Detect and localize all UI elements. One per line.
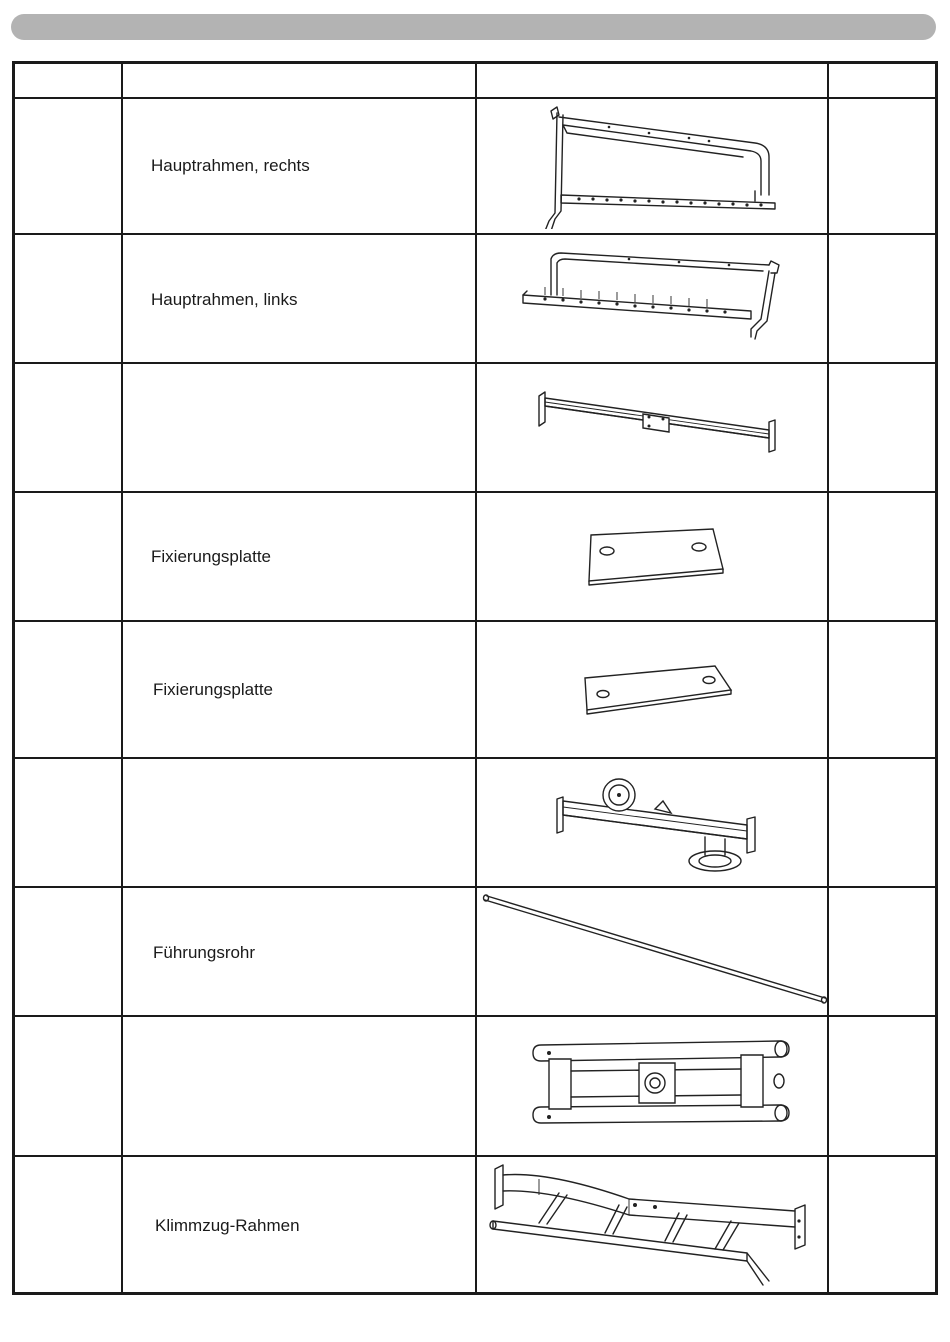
guide-tube-drawing: [479, 892, 827, 1012]
slide-carriage-drawing: [479, 1037, 827, 1137]
part-name: Fixierungsplatte: [153, 680, 274, 699]
pull-up-frame-drawing: [479, 1161, 827, 1289]
table-row: [15, 759, 935, 886]
pulley-bar-drawing: [479, 771, 827, 879]
left-main-frame-drawing: [479, 251, 827, 359]
part-name: Führungsrohr: [153, 943, 256, 962]
crossbar-drawing: [479, 386, 827, 472]
parts-table: [12, 61, 938, 1295]
table-header-row: [15, 64, 935, 97]
right-main-frame-drawing: [479, 103, 827, 229]
part-name: Hauptrahmen, rechts: [151, 156, 310, 175]
fixing-plate-drawing: [479, 523, 827, 589]
table-row: [15, 235, 935, 362]
table-row: [15, 99, 935, 233]
table-row: [15, 622, 935, 757]
table-row: [15, 1017, 935, 1155]
table-row: [15, 888, 935, 1015]
fixing-plate-drawing: [479, 658, 827, 720]
header-bar: [11, 14, 936, 40]
part-name: Hauptrahmen, links: [151, 290, 298, 309]
table-row: [15, 364, 935, 491]
table-row: [15, 493, 935, 620]
table-row: [15, 1157, 935, 1292]
part-name: Klimmzug-Rahmen: [155, 1216, 300, 1235]
part-name: Fixierungsplatte: [151, 547, 272, 566]
